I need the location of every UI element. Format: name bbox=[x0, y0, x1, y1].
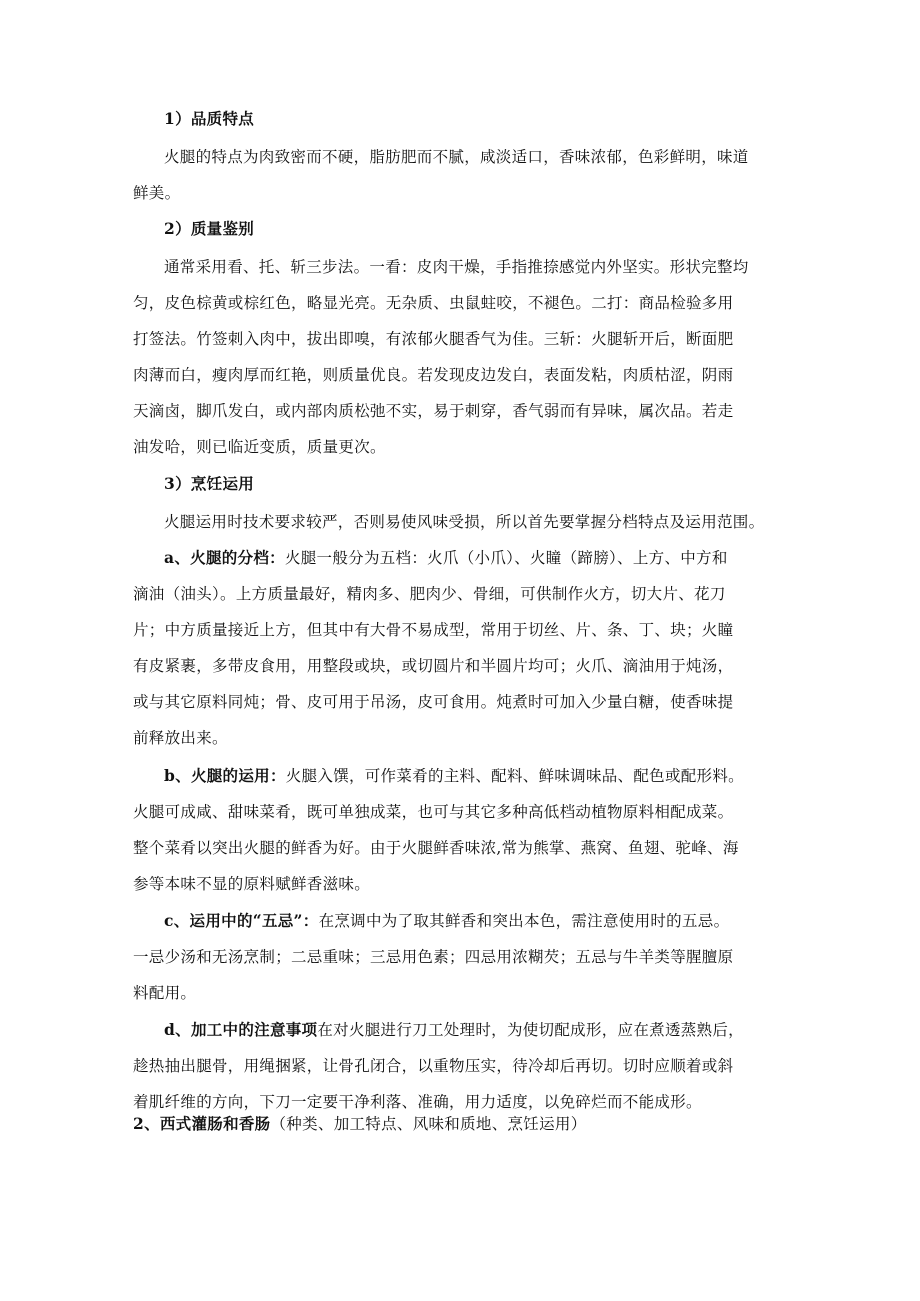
paragraph-line: 滴油（油头）。上方质量最好，精肉多、肥肉少、骨细，可供制作火方，切大片、花刀 bbox=[133, 585, 726, 603]
paragraph-line: 着肌纤维的方向，下刀一定要干净利落、准确，用力适度，以免碎烂而不能成形。 bbox=[133, 1093, 702, 1111]
item-a-label: a、火腿的分档： bbox=[164, 548, 285, 567]
item-b-first-line bbox=[164, 766, 744, 786]
item-d-label: d、加工中的注意事项 bbox=[164, 1020, 318, 1039]
paragraph-line: 打签法。竹签刺入肉中，拔出即嗅，有浓郁火腿香气为佳。三斩：火腿斩开后，断面肥 bbox=[133, 330, 734, 348]
item-d-text: 在对火腿进行刀工处理时，为使切配成形，应在煮透蒸熟后， bbox=[317, 1021, 744, 1039]
paragraph-line: 或与其它原料同炖；骨、皮可用于吊汤，皮可食用。炖煮时可加入少量白糖，使香味提 bbox=[133, 693, 734, 711]
section-2-heading bbox=[133, 1114, 587, 1134]
paragraph-line: 一忌少汤和无汤烹制；二忌重味；三忌用色素；四忌用浓糊芡；五忌与牛羊类等腥膻原 bbox=[133, 948, 734, 966]
item-a-text: 火腿一般分为五档：火爪（小爪）、火瞳（蹄膀）、上方、中方和 bbox=[284, 549, 728, 567]
paragraph-line: 鲜美。 bbox=[133, 184, 181, 202]
paragraph-line: 料配用。 bbox=[133, 984, 197, 1002]
paragraph-line: 通常采用看、托、斩三步法。一看：皮肉干燥，手指推捺感觉内外坚实。形状完整均 bbox=[164, 258, 749, 276]
paragraph-line: 参等本味不显的原料赋鲜香滋味。 bbox=[133, 875, 371, 893]
heading-identify: 2）质量鉴别 bbox=[164, 219, 255, 238]
paragraph-line: 趁热抽出腿骨，用绳捆紧，让骨孔闭合，以重物压实，待冷却后再切。切时应顺着或斜 bbox=[133, 1057, 734, 1075]
paragraph-line: 火腿可成咸、甜味菜肴，既可单独成菜，也可与其它多种高低档动植物原料相配成菜。 bbox=[133, 803, 734, 821]
paragraph-line: 整个菜肴以突出火腿的鲜香为好。由于火腿鲜香味浓,常为熊掌、燕窝、鱼翅、驼峰、海 bbox=[133, 839, 739, 857]
heading-cooking: 3）烹饪运用 bbox=[164, 474, 255, 493]
paragraph-line: 火腿运用时技术要求较严，否则易使风味受损，所以首先要掌握分档特点及运用范围。 bbox=[164, 513, 765, 531]
paragraph-line: 匀，皮色棕黄或棕红色，略显光亮。无杂质、虫鼠蛀咬，不褪色。二打：商品检验多用 bbox=[133, 294, 734, 312]
item-d-first-line bbox=[164, 1020, 744, 1040]
item-b-text: 火腿入馔，可作菜肴的主料、配料、鲜味调味品、配色或配形料。 bbox=[285, 767, 744, 785]
item-c-text: 在烹调中为了取其鲜香和突出本色，需注意使用时的五忌。 bbox=[318, 912, 730, 930]
paragraph-line: 天滴卤，脚爪发白，或内部肉质松弛不实，易于刺穿，香气弱而有异味，属次品。若走 bbox=[133, 402, 734, 420]
paragraph-line: 肉薄而白，瘦肉厚而红艳，则质量优良。若发现皮边发白，表面发粘，肉质枯涩，阴雨 bbox=[133, 366, 734, 384]
paragraph-line: 火腿的特点为肉致密而不硬，脂肪肥而不腻，咸淡适口，香味浓郁，色彩鲜明，味道 bbox=[164, 148, 749, 166]
section-2-label: 2、西式灌肠和香肠 bbox=[133, 1114, 271, 1133]
paragraph-line: 片；中方质量接近上方，但其中有大骨不易成型，常用于切丝、片、条、丁、块；火瞳 bbox=[133, 621, 734, 639]
item-c-label: c、运用中的“五忌”： bbox=[164, 911, 319, 930]
item-a-first-line bbox=[164, 548, 728, 568]
item-b-label: b、火腿的运用： bbox=[164, 766, 286, 785]
paragraph-line: 前释放出来。 bbox=[133, 729, 228, 747]
item-c-first-line bbox=[164, 911, 729, 931]
paragraph-line: 油发哈，则已临近变质，质量更次。 bbox=[133, 438, 386, 456]
paragraph-line: 有皮紧裹，多带皮食用，用整段或块，或切圆片和半圆片均可；火爪、滴油用于炖汤， bbox=[133, 657, 734, 675]
section-2-subtitle: （种类、加工特点、风味和质地、烹饪运用） bbox=[270, 1115, 587, 1133]
heading-quality: 1）品质特点 bbox=[164, 109, 255, 128]
